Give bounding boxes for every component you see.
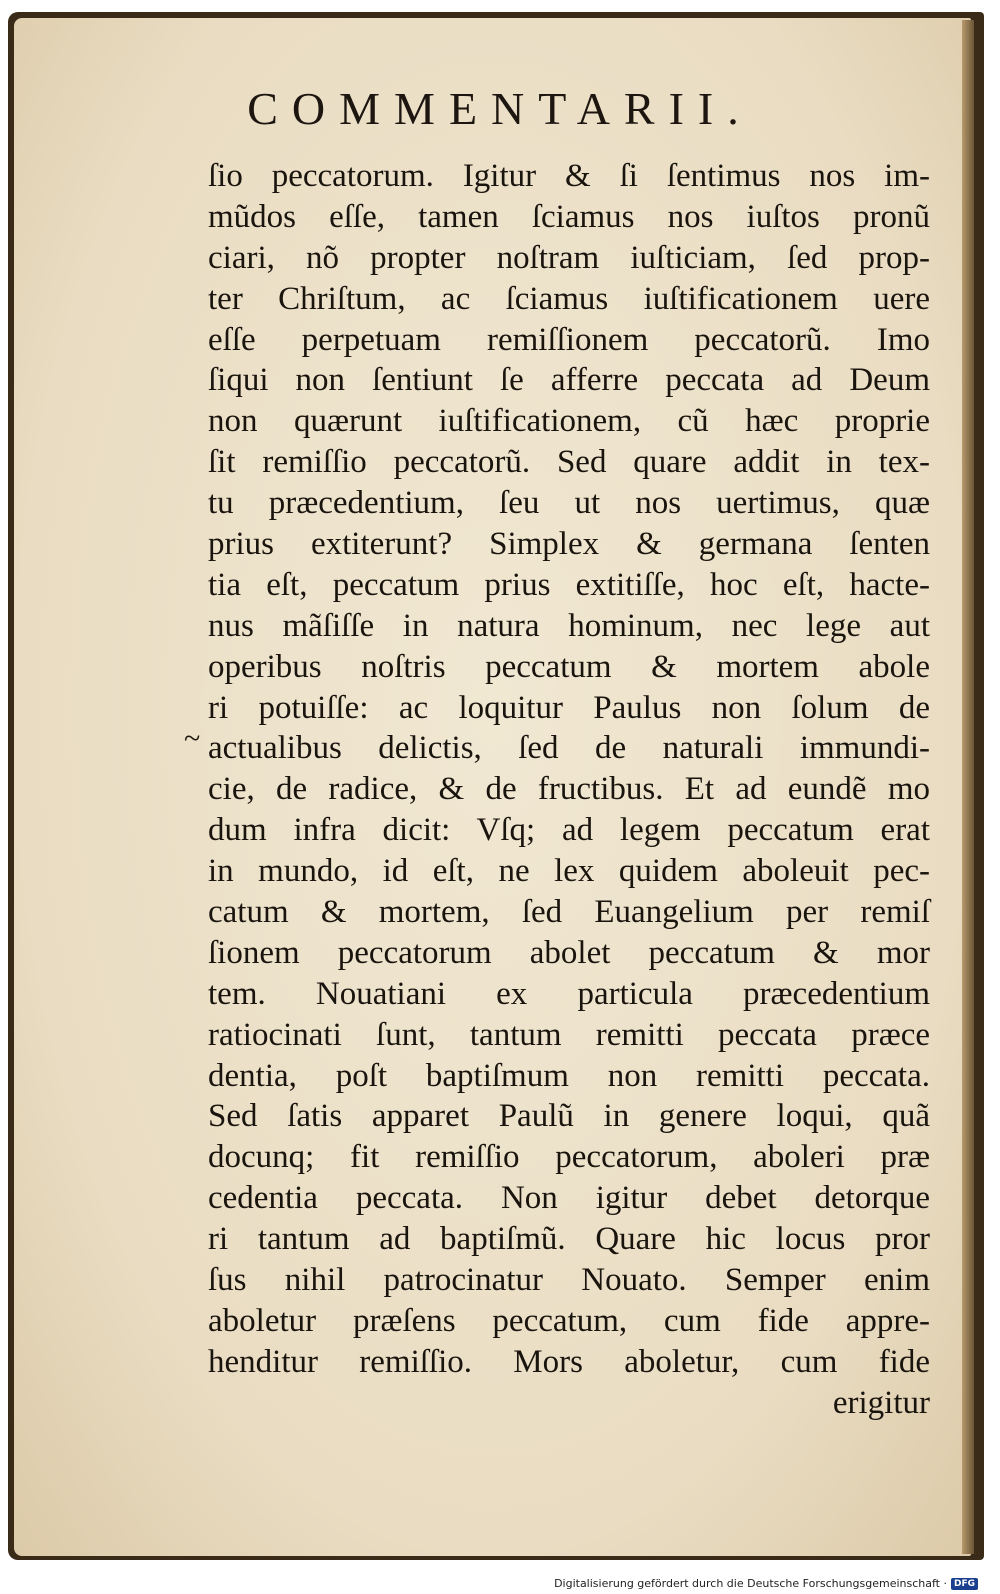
text-line: actualibus delictis, ſed de naturali immundi- — [208, 730, 930, 767]
text-line: ſus nihil patrocinatur Nouato. Semper enim — [208, 1262, 930, 1299]
text-line: dentia, poſt baptiſmum non remitti peccata. — [208, 1057, 930, 1094]
text-line: eſſe perpetuam remiſſionem peccatorũ. Imo — [208, 321, 930, 358]
text-line: docunq; fit remiſſio peccatorum, aboleri præ — [208, 1139, 930, 1176]
catchword: erigitur — [832, 1384, 930, 1421]
credit-text: Digitalisierung gefördert durch die Deutsche Forschungsgemeinschaft · — [554, 1577, 947, 1590]
text-line: ſit remiſſio peccatorũ. Sed quare addit in tex- — [208, 444, 930, 481]
text-line: ſio peccatorum. Igitur & ſi ſentimus nos im- — [208, 158, 930, 194]
text-line: tu præcedentium, ſeu ut nos uertimus, quæ — [208, 485, 930, 522]
text-line: ratiocinati ſunt, tantum remitti peccata præce — [208, 1016, 930, 1053]
text-line: nus mãſiſſe in natura hominum, nec lege aut — [208, 607, 930, 644]
text-line: operibus noſtris peccatum & mortem abole — [208, 648, 930, 685]
text-line: ter Chriſtum, ac ſciamus iuſtificationem uere — [208, 280, 930, 317]
dfg-logo: DFG — [951, 1578, 978, 1590]
text-line: ri potuiſſe: ac loquitur Paulus non ſolum de — [208, 689, 930, 726]
running-head: COMMENTARII. — [247, 83, 753, 134]
text-line: ſiqui non ſentiunt ſe afferre peccata ad Deum — [208, 362, 930, 399]
text-line: ri tantum ad baptiſmũ. Quare hic locus pror — [208, 1221, 930, 1258]
text-line: ciari, nõ propter noſtram iuſticiam, ſed prop- — [208, 239, 930, 276]
text-block — [208, 156, 930, 1424]
text-line: dum infra dicit: Vſq; ad legem peccatum erat — [208, 812, 930, 849]
text-line: aboletur præſens peccatum, cum fide appre- — [208, 1302, 930, 1339]
text-line: in mundo, id eſt, ne lex quidem aboleuit pec- — [208, 853, 930, 890]
page-edge — [962, 20, 974, 1554]
text-line: tem. Nouatiani ex particula præcedentium — [208, 975, 930, 1012]
text-line: Sed ſatis apparet Paulũ in genere loqui, quã — [208, 1098, 930, 1135]
text-line: henditur remiſſio. Mors aboletur, cum fide — [208, 1343, 930, 1380]
margin-mark: ~ — [184, 722, 201, 755]
digitization-credit — [554, 1577, 978, 1590]
text-line: non quærunt iuſtificationem, cũ hæc proprie — [208, 403, 930, 440]
text-line: prius extiterunt? Simplex & germana ſenten — [208, 526, 930, 563]
text-line: tia eſt, peccatum prius extitiſſe, hoc eſt, hacte- — [208, 566, 930, 603]
text-line: catum & mortem, ſed Euangelium per remiſ — [208, 894, 930, 931]
text-line: cedentia peccata. Non igitur debet detorque — [208, 1180, 930, 1217]
text-line: cie, de radice, & de fructibus. Et ad eundẽ mo — [208, 771, 930, 808]
text-line: ſionem peccatorum abolet peccatum & mor — [208, 934, 930, 971]
text-line: mũdos eſſe, tamen ſciamus nos iuſtos pronũ — [208, 198, 930, 235]
